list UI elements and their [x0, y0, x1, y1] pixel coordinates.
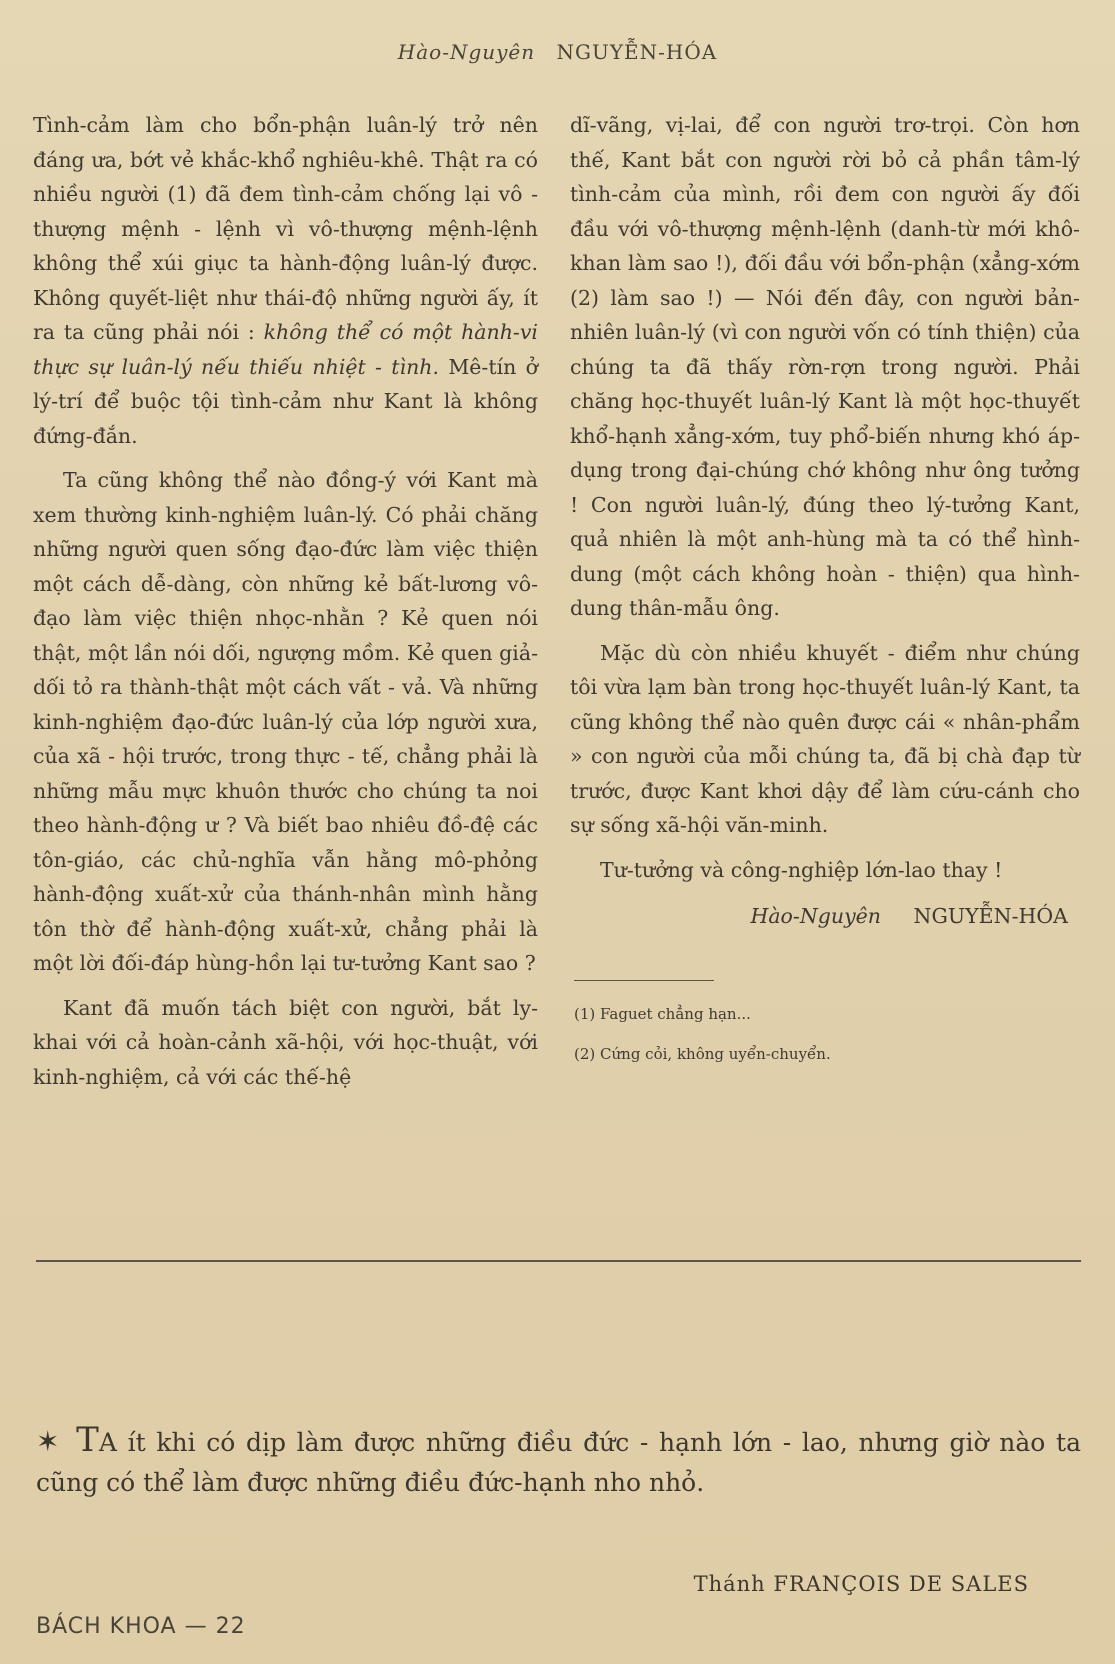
section-divider	[36, 1260, 1081, 1262]
paragraph: Kant đã muốn tách biệt con người, bắt ly-khai với cả hoàn-cảnh xã-hội, với học-thuật, với kinh-nghiệm, cả với các thế-hệ	[33, 995, 538, 1089]
header-pen-name: Hào-Nguyên	[397, 40, 536, 64]
quote-dropcap: T	[76, 1420, 99, 1460]
emphasis-text: không thể có một hành-vi thực sự luân-lý nếu thiếu nhiệt - tình.	[33, 320, 538, 379]
paragraph: Ta cũng không thể nào đồng-ý với Kant mà xem thường kinh-nghiệm luân-lý. Có phải chăng những người quen sống đạo-đức làm việc thiện một cách dễ-dàng, còn những kẻ bất-lương vô-đạo làm việc thiện nhọc-nhằn ? Kẻ quen nói thật, một lần nói dối, ngượng mồm. Kẻ quen giả-dối tỏ ra thành-thật một cách vất - vả. Và những kinh-nghiệm đạo-đức luân-lý của lớp người xưa, của xã - hội trước, trong thực - tế, chẳng phải là những mẫu mực khuôn thước cho chúng ta noi theo hành-động ư ? Và biết bao nhiêu đồ-đệ các tôn-giáo, các chủ-nghĩa vẫn hằng mô-phỏng hành-động xuất-xử của thánh-nhân mình hằng tôn thờ để hành-động xuất-xử, chẳng phải là một lời đối-đáp hùng-hồn lại tư-tưởng Kant sao ?	[33, 468, 538, 975]
header-author: NGUYỄN-HÓA	[556, 40, 718, 64]
quote-author: Thánh FRANÇOIS DE SALES	[693, 1572, 1029, 1596]
quote-text: ít khi có dịp làm được những điều đức - hạnh lớn - lao, nhưng giờ nào ta cũng có thể làm được những điều đức-hạnh nho nhỏ.	[36, 1428, 1081, 1497]
paragraph-text: Mê-tín ở lý-trí để buộc tội tình-cảm như Kant là không đứng-đắn.	[33, 354, 538, 448]
footnote: (2) Cứng cỏi, không uyển-chuyển.	[574, 1044, 831, 1063]
paragraph: Tư-tưởng và công-nghiệp lớn-lao thay !	[600, 857, 1003, 882]
paragraph	[33, 108, 538, 453]
footnote: (1) Faguet chẳng hạn...	[574, 1004, 751, 1023]
star-icon: ✶	[36, 1425, 60, 1458]
signature-pen-name: Hào-Nguyên	[750, 904, 882, 928]
quote	[36, 1420, 1081, 1503]
right-column	[570, 108, 1080, 1079]
running-head	[0, 40, 1115, 64]
paragraph: Mặc dù còn nhiều khuyết - điểm như chúng tôi vừa lạm bàn trong học-thuyết luân-lý Kant, ta cũng không thể nào quên được cái « nhân-phẩm » con người của mỗi chúng ta, đã bị chà đạp từ trước, được Kant khơi dậy để làm cứu-cánh cho sự sống xã-hội văn-minh.	[570, 640, 1080, 837]
signature	[570, 899, 1080, 934]
paragraph: dĩ-vãng, vị-lai, để con người trơ-trọi. Còn hơn thế, Kant bắt con người rời bỏ cả phần tâm-lý tình-cảm của mình, rồi đem con người ấy đối đầu với vô-thượng mệnh-lệnh (danh-từ mới khô-khan làm sao !), đối đầu với bổn-phận (xẳng-xớm (2) làm sao !) — Nói đến đây, con người bản-nhiên luân-lý (vì con người vốn có tính thiện) của chúng ta đã thấy rờn-rợn trong người. Phải chăng học-thuyết luân-lý Kant là một học-thuyết khổ-hạnh xẳng-xớm, tuy phổ-biến nhưng khó áp-dụng trong đại-chúng chớ không như ông tưởng ! Con người luân-lý, đúng theo lý-tưởng Kant, quả nhiên là một anh-hùng mà ta có thể hình-dung (một cách không hoàn - thiện) qua hình-dung thân-mẫu ông.	[570, 113, 1080, 620]
left-column	[33, 108, 538, 1104]
quote-first-letter: A	[98, 1428, 117, 1457]
paragraph-text: Tình-cảm làm cho bổn-phận luân-lý trở nên đáng ưa, bớt vẻ khắc-khổ nghiêu-khê. Thật ra có nhiều người (1) đã đem tình-cảm chống lại vô - thượng mệnh - lệnh vì vô-thượng mệnh-lệnh không thể xúi giục ta hành-động luân-lý được. Không quyết-liệt như thái-độ những người ấy, ít ra ta cũng phải nói :	[33, 113, 538, 344]
footnote-rule	[574, 980, 714, 981]
page-folio: BÁCH KHOA — 22	[36, 1614, 246, 1639]
signature-author: NGUYỄN-HÓA	[913, 904, 1068, 928]
